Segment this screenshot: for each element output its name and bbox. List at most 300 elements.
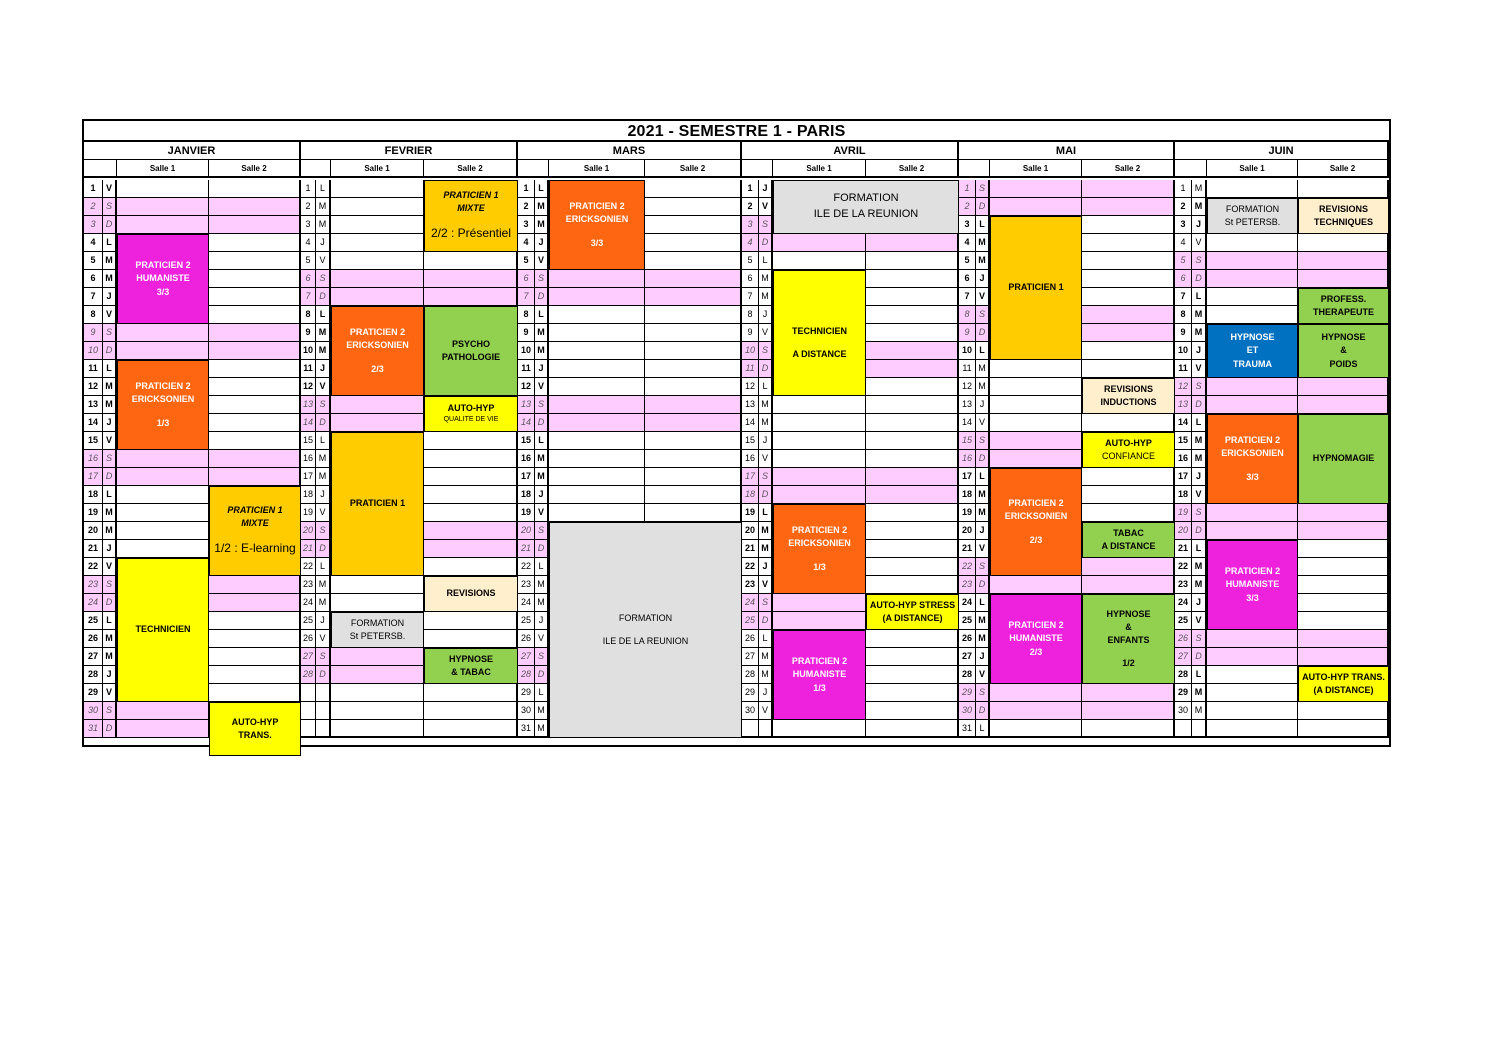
salle-2-slot[interactable] <box>866 666 959 683</box>
salle-2-slot[interactable] <box>424 450 518 467</box>
salle-1-slot[interactable] <box>773 594 866 611</box>
salle-2-slot[interactable] <box>1298 612 1389 629</box>
salle-2-slot[interactable] <box>1298 594 1389 611</box>
salle-2-slot[interactable] <box>645 432 742 449</box>
salle-2-slot[interactable] <box>866 648 959 665</box>
course-block[interactable] <box>424 306 518 396</box>
day-number: 3 <box>518 216 535 233</box>
salle-2-slot[interactable] <box>209 414 301 431</box>
salle-2-slot[interactable] <box>866 576 959 593</box>
salle-2-slot[interactable] <box>1298 252 1389 269</box>
day-letter: L <box>103 360 117 377</box>
salle-2-slot[interactable] <box>1082 468 1175 485</box>
salle-2-slot[interactable] <box>209 252 301 269</box>
salle-1-slot[interactable] <box>1207 306 1298 323</box>
salle-2-slot[interactable] <box>424 684 518 701</box>
salle-1-slot[interactable] <box>549 324 645 341</box>
salle-1-slot[interactable] <box>117 180 209 197</box>
salle-2-slot[interactable] <box>1082 342 1175 359</box>
course-block[interactable] <box>866 594 959 630</box>
course-block[interactable] <box>331 432 424 576</box>
salle-1-slot[interactable] <box>549 342 645 359</box>
course-block[interactable] <box>1298 288 1389 324</box>
salle-2-slot[interactable] <box>645 198 742 215</box>
salle-2-slot[interactable] <box>1082 216 1175 233</box>
salle-2-slot[interactable] <box>866 252 959 269</box>
course-block[interactable] <box>1207 324 1298 378</box>
day-row <box>742 720 959 738</box>
course-block[interactable] <box>549 180 645 270</box>
course-block[interactable] <box>1298 198 1389 234</box>
day-number: 4 <box>518 234 535 251</box>
salle-2-slot[interactable] <box>866 432 959 449</box>
salle-2-slot[interactable] <box>866 342 959 359</box>
salle-2-slot[interactable] <box>866 702 959 719</box>
salle-2-slot[interactable] <box>1298 540 1389 557</box>
salle-1-slot[interactable] <box>549 306 645 323</box>
salle-1-slot[interactable] <box>117 522 209 539</box>
salle-2-slot[interactable] <box>424 720 518 737</box>
course-block[interactable] <box>1207 414 1298 504</box>
salle-1-slot[interactable] <box>117 216 209 233</box>
salle-2-slot[interactable] <box>645 378 742 395</box>
salle-2-slot[interactable] <box>866 720 959 737</box>
salle-1-slot[interactable] <box>117 540 209 557</box>
salle-2-slot[interactable] <box>866 540 959 557</box>
salle-2-slot[interactable] <box>645 216 742 233</box>
salle-1-slot[interactable] <box>1207 378 1298 395</box>
course-label: PRATICIEN 1 <box>227 505 283 516</box>
salle-1-slot[interactable] <box>1207 630 1298 647</box>
salle-2-slot[interactable] <box>1298 378 1389 395</box>
day-number: 2 <box>84 198 103 215</box>
salle-2-slot[interactable] <box>209 180 301 197</box>
salle-1-slot[interactable] <box>1207 270 1298 287</box>
salle-2-slot[interactable] <box>209 234 301 251</box>
salle-2-slot[interactable] <box>1298 558 1389 575</box>
salle-2-slot[interactable] <box>645 252 742 269</box>
salle-1-slot[interactable] <box>331 396 424 413</box>
course-block[interactable] <box>331 612 424 648</box>
course-block[interactable] <box>773 504 866 594</box>
course-block[interactable] <box>424 648 518 684</box>
salle-2-slot[interactable] <box>1298 522 1389 539</box>
day-letter: M <box>759 666 773 683</box>
course-block[interactable] <box>1082 594 1175 684</box>
salle-2-slot[interactable] <box>424 504 518 521</box>
salle-1-slot[interactable] <box>117 450 209 467</box>
salle-2-slot[interactable] <box>1082 486 1175 503</box>
salle-1-slot[interactable] <box>549 432 645 449</box>
salle-2-slot[interactable] <box>866 504 959 521</box>
salle-2-slot[interactable] <box>645 234 742 251</box>
salle-2-slot[interactable] <box>209 432 301 449</box>
salle-2-slot[interactable] <box>1082 234 1175 251</box>
day-number: 22 <box>959 558 976 575</box>
salle-1-slot[interactable] <box>117 702 209 719</box>
salle-2-slot[interactable] <box>209 594 301 611</box>
salle-1-slot[interactable] <box>990 180 1082 197</box>
salle-2-slot[interactable] <box>645 180 742 197</box>
day-letter: D <box>103 594 117 611</box>
day-letter: S <box>103 576 117 593</box>
salle-1-slot[interactable] <box>331 702 424 719</box>
salle-1-slot[interactable] <box>117 504 209 521</box>
course-block[interactable] <box>424 180 518 252</box>
salle-2-slot[interactable] <box>866 630 959 647</box>
course-block[interactable] <box>990 216 1082 360</box>
salle-2-slot[interactable] <box>424 540 518 557</box>
salle-2-slot[interactable] <box>1082 720 1175 737</box>
salle-1-slot[interactable] <box>773 396 866 413</box>
course-label: PRATICIEN 1 <box>1008 282 1064 293</box>
day-number: 14 <box>301 414 316 431</box>
day-letter: M <box>103 270 117 287</box>
salle-1-slot[interactable] <box>1207 288 1298 305</box>
salle-2-slot[interactable] <box>1298 702 1389 719</box>
salle-2-slot[interactable] <box>424 558 518 575</box>
course-block[interactable] <box>1298 414 1389 504</box>
salle-2-slot[interactable] <box>1298 576 1389 593</box>
salle-2-slot[interactable] <box>1298 234 1389 251</box>
salle-1-slot[interactable] <box>549 486 645 503</box>
salle-2-slot[interactable] <box>645 270 742 287</box>
salle-2-slot[interactable] <box>645 396 742 413</box>
salle-1-slot[interactable] <box>331 270 424 287</box>
salle-1-slot[interactable] <box>331 414 424 431</box>
salle-2-slot[interactable] <box>209 630 301 647</box>
day-letter: S <box>316 396 331 413</box>
salle-1-slot[interactable] <box>549 468 645 485</box>
course-block[interactable] <box>1082 522 1175 558</box>
salle-1-slot[interactable] <box>331 288 424 305</box>
salle-1-slot[interactable] <box>549 270 645 287</box>
salle-2-slot[interactable] <box>866 378 959 395</box>
salle-1-slot[interactable] <box>773 234 866 251</box>
day-letter: J <box>1192 468 1207 485</box>
salle-1-slot[interactable] <box>773 612 866 629</box>
salle-2-slot[interactable] <box>866 270 959 287</box>
salle-2-slot[interactable] <box>1298 180 1389 197</box>
day-number: 18 <box>301 486 316 503</box>
day-number: 14 <box>84 414 103 431</box>
salle-1-slot[interactable] <box>990 720 1082 737</box>
salle-2-slot[interactable] <box>645 414 742 431</box>
salle-2-slot[interactable] <box>209 450 301 467</box>
day-letter: L <box>1192 666 1207 683</box>
day-row <box>518 306 742 324</box>
salle-1-slot[interactable] <box>1207 504 1298 521</box>
salle-1-slot[interactable] <box>990 684 1082 701</box>
salle-1-slot[interactable] <box>549 360 645 377</box>
salle-2-slot[interactable] <box>866 468 959 485</box>
salle-2-slot[interactable] <box>1082 576 1175 593</box>
salle-2-slot[interactable] <box>1082 306 1175 323</box>
salle-1-slot[interactable] <box>1207 702 1298 719</box>
course-block[interactable] <box>1082 432 1175 468</box>
course-block[interactable] <box>331 306 424 396</box>
salle-1-slot[interactable] <box>1207 720 1298 737</box>
salle-1-slot[interactable] <box>990 198 1082 215</box>
salle-2-slot[interactable] <box>866 558 959 575</box>
salle-1-slot[interactable] <box>549 378 645 395</box>
salle-1-slot[interactable] <box>549 396 645 413</box>
salle-2-slot[interactable] <box>1082 270 1175 287</box>
salle-1-slot[interactable] <box>117 342 209 359</box>
salle-2-slot[interactable] <box>866 450 959 467</box>
salle-1-slot[interactable] <box>117 198 209 215</box>
salle-2-slot[interactable] <box>209 324 301 341</box>
salle-1-slot[interactable] <box>773 432 866 449</box>
salle-1-slot[interactable] <box>549 288 645 305</box>
course-block[interactable] <box>209 702 301 756</box>
salle-1-slot[interactable] <box>1207 684 1298 701</box>
salle-1-slot[interactable] <box>1207 252 1298 269</box>
course-label: HYPNOSE <box>1230 332 1275 343</box>
salle-2-slot[interactable] <box>1082 324 1175 341</box>
salle-1-slot[interactable] <box>990 432 1082 449</box>
day-number: 9 <box>1175 324 1192 341</box>
salle-1-slot[interactable] <box>117 324 209 341</box>
day-number: 30 <box>1175 702 1192 719</box>
day-letter: M <box>1192 576 1207 593</box>
day-letter: L <box>759 378 773 395</box>
salle-2-slot[interactable] <box>1082 288 1175 305</box>
salle-2-slot[interactable] <box>866 522 959 539</box>
day-letter: J <box>1192 594 1207 611</box>
course-label: PRATICIEN 2 <box>1008 498 1064 509</box>
salle-1-slot[interactable] <box>990 378 1082 395</box>
day-row <box>959 720 1175 738</box>
salle-2-slot[interactable] <box>866 684 959 701</box>
salle-1-slot[interactable] <box>1207 522 1298 539</box>
salle-1-slot[interactable] <box>990 576 1082 593</box>
day-letter: L <box>316 432 331 449</box>
month-name: JANVIER <box>84 142 301 160</box>
salle-1-slot[interactable] <box>549 504 645 521</box>
course-block[interactable] <box>117 360 209 450</box>
salle-2-slot[interactable] <box>1082 702 1175 719</box>
day-number: 20 <box>742 522 759 539</box>
day-letter: D <box>316 540 331 557</box>
day-letter: M <box>316 198 331 215</box>
salle-1-slot[interactable] <box>990 450 1082 467</box>
salle-2-slot[interactable] <box>866 486 959 503</box>
salle-2-slot[interactable] <box>1298 648 1389 665</box>
salle-1-slot[interactable] <box>331 180 424 197</box>
salle-2-slot[interactable] <box>1298 504 1389 521</box>
salle-2-slot[interactable] <box>424 288 518 305</box>
course-block[interactable] <box>990 468 1082 576</box>
month-janvier <box>84 142 301 747</box>
salle-1-slot[interactable] <box>1207 648 1298 665</box>
salle-2-slot[interactable] <box>209 198 301 215</box>
day-row <box>84 450 301 468</box>
salle-1-slot[interactable] <box>990 360 1082 377</box>
course-block[interactable] <box>549 522 742 738</box>
salle-1-slot[interactable] <box>773 720 866 737</box>
salle-2-slot[interactable] <box>1298 720 1389 737</box>
salle-2-slot[interactable] <box>209 306 301 323</box>
course-block[interactable] <box>117 234 209 324</box>
salle-1-slot[interactable] <box>331 594 424 611</box>
day-number: 15 <box>742 432 759 449</box>
day-number <box>301 702 316 719</box>
course-block[interactable] <box>1298 324 1389 378</box>
salle-1-slot[interactable] <box>990 702 1082 719</box>
day-letter: M <box>535 702 549 719</box>
salle-2-slot[interactable] <box>209 666 301 683</box>
salle-1-slot[interactable] <box>773 486 866 503</box>
salle-1-slot[interactable] <box>331 216 424 233</box>
salle-2-slot[interactable] <box>424 702 518 719</box>
day-row <box>1175 378 1389 396</box>
salle-2-slot[interactable] <box>1298 270 1389 287</box>
salle-2-slot[interactable] <box>1298 630 1389 647</box>
salle-2-slot[interactable] <box>424 270 518 287</box>
salle-2-slot[interactable] <box>645 486 742 503</box>
salle-2-slot[interactable] <box>866 396 959 413</box>
day-letter: J <box>535 234 549 251</box>
salle-2-slot[interactable] <box>209 342 301 359</box>
salle-2-slot[interactable] <box>645 450 742 467</box>
salle-2-slot[interactable] <box>1298 396 1389 413</box>
salle-1-slot[interactable] <box>331 666 424 683</box>
salle-1-slot[interactable] <box>773 450 866 467</box>
salle-1-slot[interactable] <box>990 414 1082 431</box>
course-label: CONFIANCE <box>1101 451 1155 461</box>
salle-2-slot[interactable] <box>645 468 742 485</box>
salle-2-slot[interactable] <box>645 342 742 359</box>
salle-2-slot[interactable] <box>424 612 518 629</box>
salle-2-slot[interactable] <box>209 396 301 413</box>
day-letter: S <box>1192 252 1207 269</box>
salle-1-slot[interactable] <box>549 450 645 467</box>
salle-2-slot[interactable] <box>209 648 301 665</box>
salle-2-slot[interactable] <box>645 324 742 341</box>
salle-1-slot[interactable] <box>1207 666 1298 683</box>
course-block[interactable] <box>990 594 1082 684</box>
salle-2-slot[interactable] <box>866 360 959 377</box>
day-number: 27 <box>518 648 535 665</box>
salle-2-slot[interactable] <box>866 306 959 323</box>
salle-1-slot[interactable] <box>773 252 866 269</box>
salle-2-slot[interactable] <box>209 576 301 593</box>
salle-2-slot[interactable] <box>424 432 518 449</box>
salle-2-slot[interactable] <box>1082 198 1175 215</box>
salle-2-slot[interactable] <box>209 288 301 305</box>
salle-1-slot[interactable] <box>331 198 424 215</box>
salle-1-slot[interactable] <box>1207 396 1298 413</box>
salle-2-slot[interactable] <box>209 468 301 485</box>
course-block[interactable] <box>1207 540 1298 630</box>
day-row <box>742 486 959 504</box>
day-number: 12 <box>301 378 316 395</box>
salle-2-slot[interactable] <box>1082 684 1175 701</box>
salle-2-slot[interactable] <box>424 252 518 269</box>
day-letter: J <box>759 306 773 323</box>
salle-1-slot[interactable] <box>331 234 424 251</box>
day-letter: M <box>316 468 331 485</box>
day-number: 23 <box>742 576 759 593</box>
salle-1-slot[interactable] <box>1207 234 1298 251</box>
salle-2-slot[interactable] <box>209 378 301 395</box>
day-letter: M <box>316 576 331 593</box>
salle-1-slot[interactable] <box>117 720 209 737</box>
salle-2-slot[interactable] <box>209 270 301 287</box>
salle-1-slot[interactable] <box>773 468 866 485</box>
salle-1-slot[interactable] <box>331 720 424 737</box>
salle-2-slot[interactable] <box>209 360 301 377</box>
salle-2-slot[interactable] <box>866 234 959 251</box>
course-label: PSYCHO <box>451 338 490 349</box>
day-number: 29 <box>518 684 535 701</box>
salle-2-slot[interactable] <box>866 414 959 431</box>
salle-2-slot[interactable] <box>1082 558 1175 575</box>
salle-1-slot[interactable] <box>331 576 424 593</box>
day-letter: M <box>316 342 331 359</box>
salle-2-slot[interactable] <box>1082 360 1175 377</box>
salle-2-slot[interactable] <box>645 504 742 521</box>
day-letter: M <box>1192 198 1207 215</box>
salle-2-slot[interactable] <box>424 468 518 485</box>
course-block[interactable] <box>773 630 866 720</box>
salle-1-slot[interactable] <box>1207 180 1298 197</box>
salle-2-slot[interactable] <box>645 306 742 323</box>
salle-2-slot[interactable] <box>645 288 742 305</box>
salle-2-slot[interactable] <box>424 522 518 539</box>
salle-2-slot[interactable] <box>209 216 301 233</box>
day-letter: J <box>1192 342 1207 359</box>
day-row <box>518 360 742 378</box>
course-block[interactable] <box>209 486 301 576</box>
salle-1-slot[interactable] <box>331 684 424 701</box>
day-letter: V <box>1192 234 1207 251</box>
day-letter: V <box>759 198 773 215</box>
course-block[interactable] <box>424 576 518 612</box>
day-letter: M <box>1192 450 1207 467</box>
salle-1-slot[interactable] <box>549 414 645 431</box>
salle-1-slot[interactable] <box>331 252 424 269</box>
salle-2-slot[interactable] <box>424 630 518 647</box>
course-block[interactable] <box>773 270 866 396</box>
salle-2-slot[interactable] <box>209 612 301 629</box>
salle-2-slot[interactable] <box>424 486 518 503</box>
salle-2-slot[interactable] <box>1082 180 1175 197</box>
salle-1-slot[interactable] <box>117 468 209 485</box>
course-block[interactable] <box>1082 378 1175 414</box>
salle-2-slot[interactable] <box>1082 414 1175 431</box>
salle-1-slot[interactable] <box>117 486 209 503</box>
course-block[interactable] <box>424 396 518 432</box>
salle-1-slot[interactable] <box>773 414 866 431</box>
salle-1-slot[interactable] <box>990 396 1082 413</box>
course-block[interactable] <box>117 558 209 702</box>
course-block[interactable] <box>1207 198 1298 234</box>
course-label: A DISTANCE <box>792 349 847 359</box>
course-block[interactable] <box>773 180 959 234</box>
course-label: AUTO-HYP <box>231 716 279 727</box>
day-number: 9 <box>518 324 535 341</box>
salle-1-slot[interactable] <box>331 648 424 665</box>
salle-2-slot[interactable] <box>866 324 959 341</box>
salle-2-slot[interactable] <box>1082 252 1175 269</box>
course-block[interactable] <box>1298 666 1389 702</box>
salle-2-slot[interactable] <box>645 360 742 377</box>
salle-2-slot[interactable] <box>866 288 959 305</box>
salle-2-slot[interactable] <box>209 684 301 701</box>
salle-2-slot[interactable] <box>1082 504 1175 521</box>
